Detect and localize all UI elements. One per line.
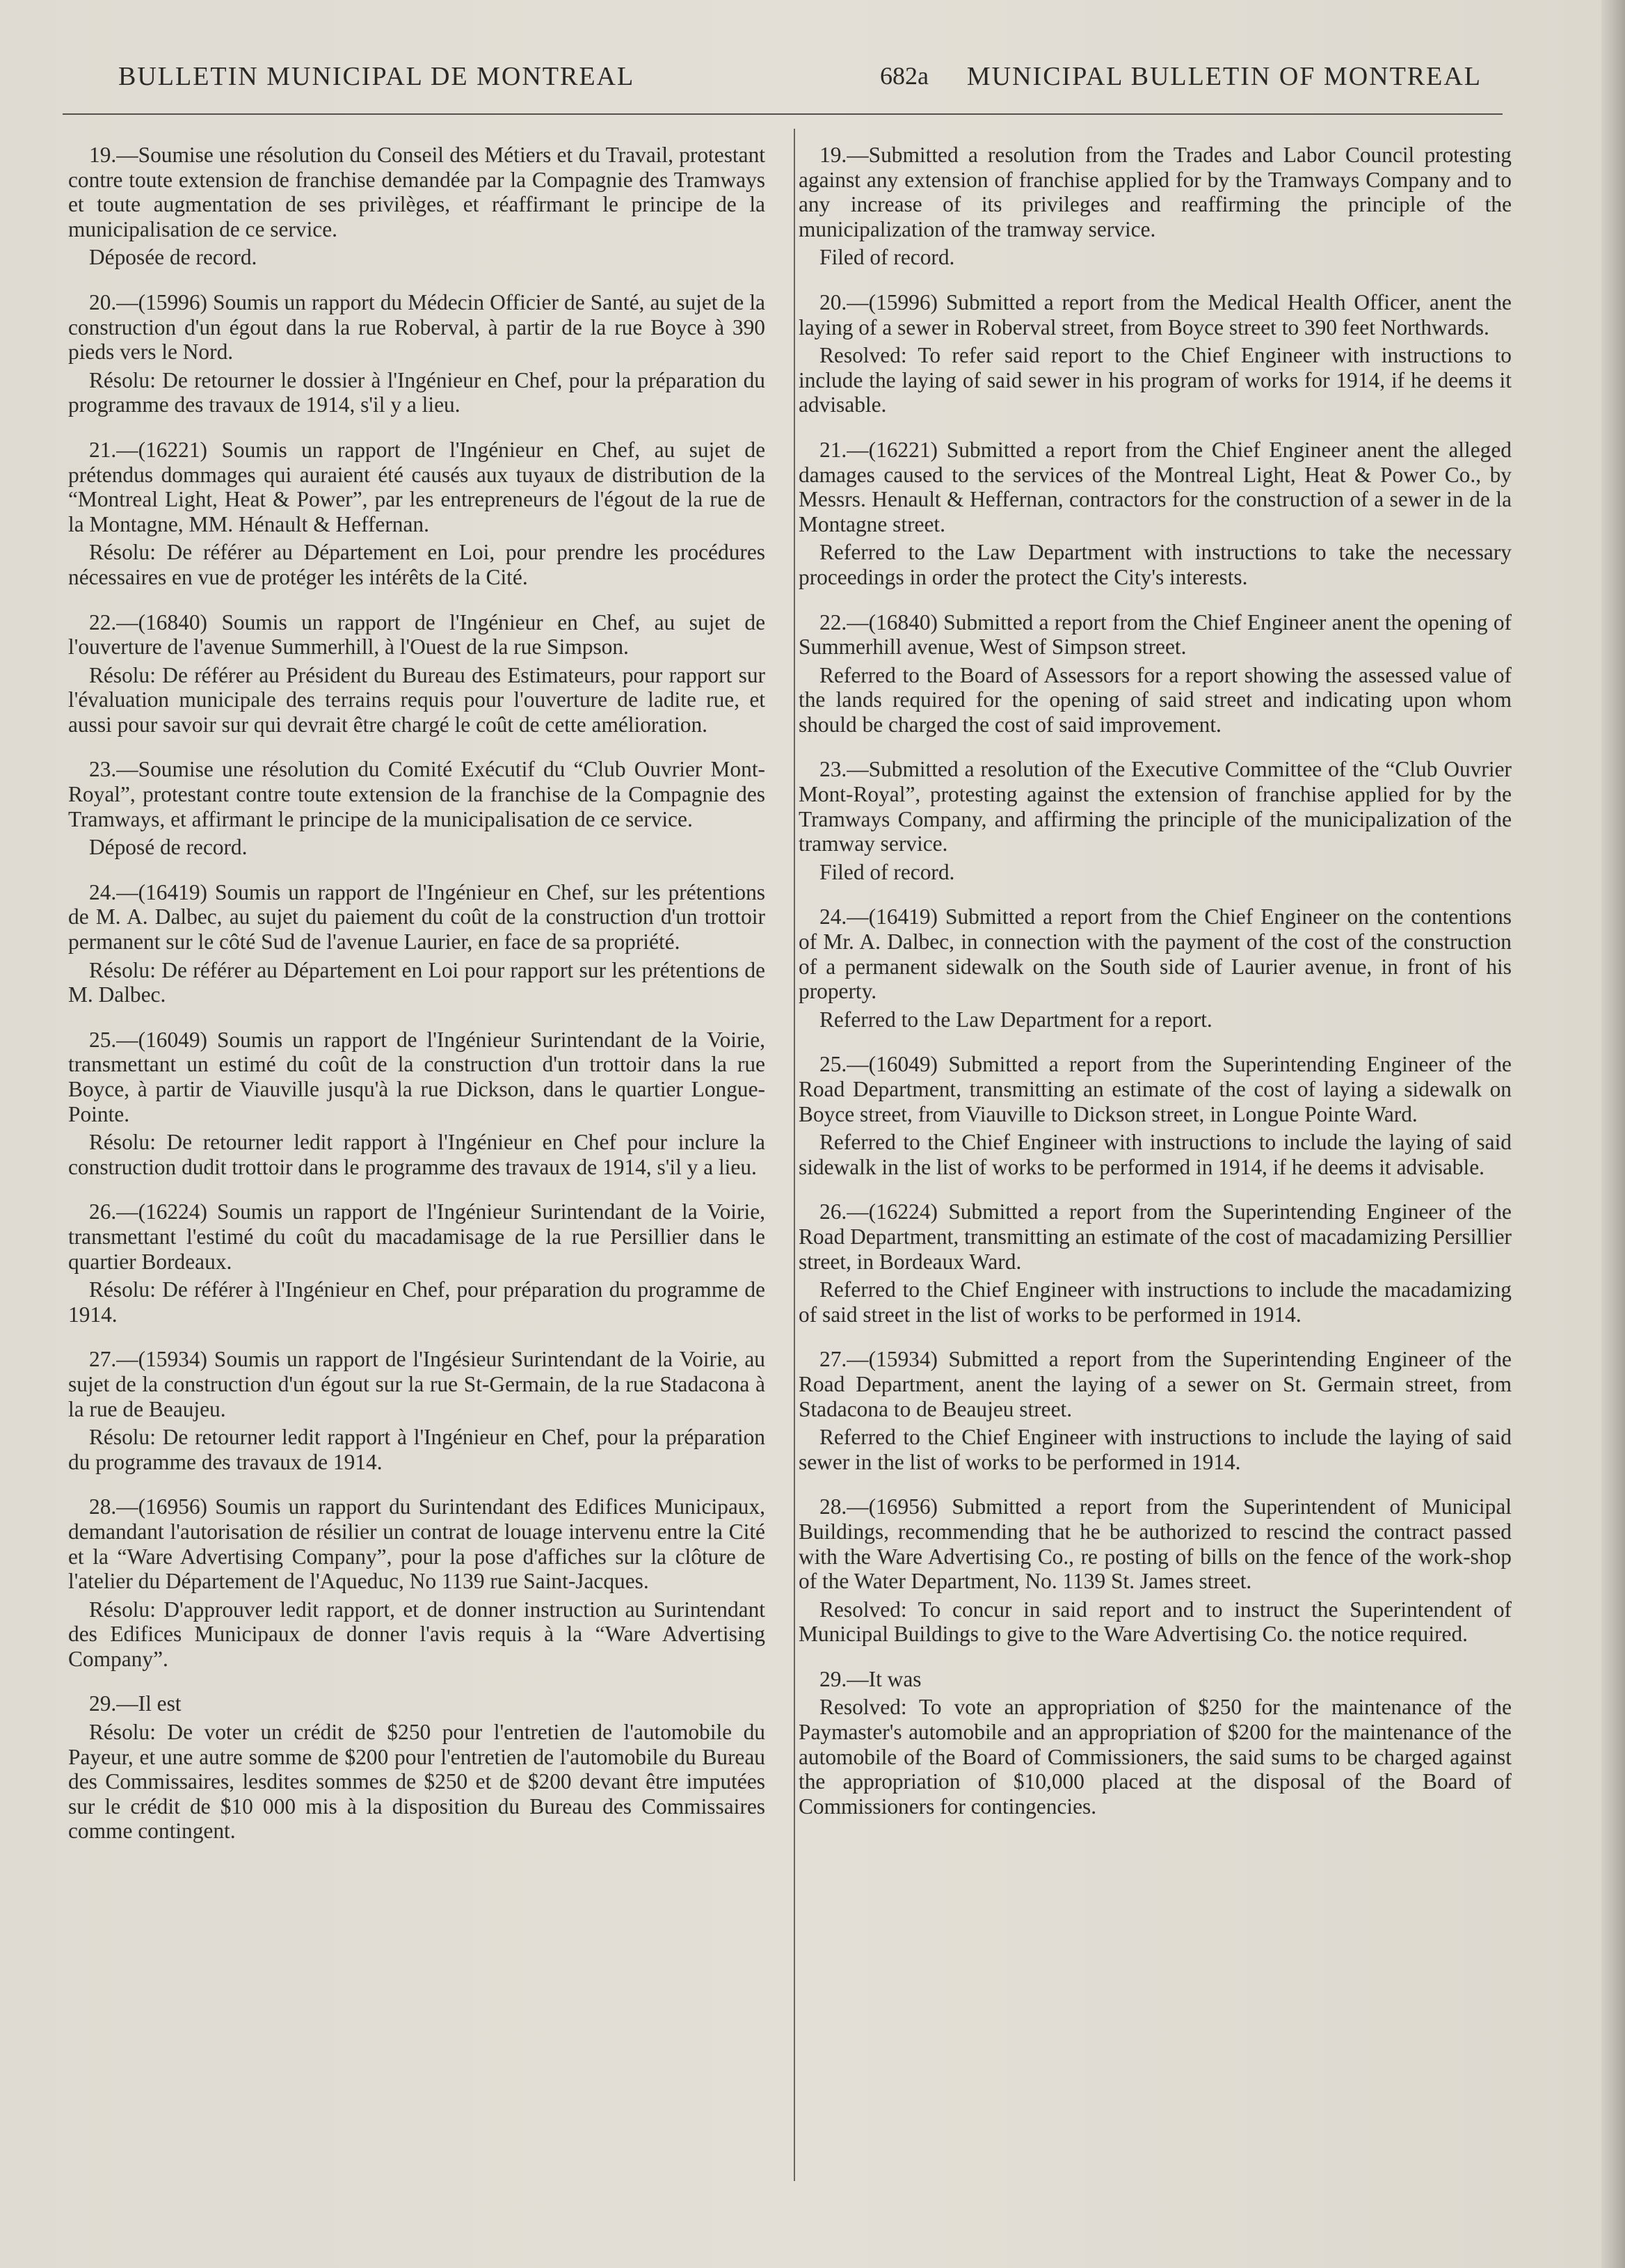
entry-decision: Résolu: De retourner le dossier à l'Ingénieur en Chef, pour la préparation du programme des travaux de 1914, s'il y a lieu.	[68, 367, 765, 417]
entry-decision: Referred to the Law Department with instructions to take the necessary proceedings in order the protect the City's interests.	[799, 540, 1512, 589]
minute-entry-27-en	[799, 1347, 1512, 1474]
entry-decision: Resolved: To vote an appropriation of $250 for the maintenance of the Paymaster's automobile and an appropriation of $200 for the maintenance of the automobile of the Board of Commissioners, the said sums to be charged against the appropriation of $10,000 placed at the disposal of the Board of Commissioners for contingencies.	[799, 1695, 1512, 1819]
entry-decision: Résolu: De retourner ledit rapport à l'Ingénieur en Chef pour inclure la construction dudit trottoir dans le programme des travaux de 1914, s'il y a lieu.	[68, 1130, 765, 1179]
minute-entry-21-fr	[68, 438, 765, 590]
page-number: 682a	[880, 62, 929, 90]
minute-entry-22-en	[799, 610, 1512, 737]
entry-decision: Déposé de record.	[89, 835, 248, 860]
minute-entry-28-en	[799, 1494, 1512, 1647]
entry-decision: Filed of record.	[819, 245, 955, 270]
entry-text: 29.—Il est	[89, 1691, 182, 1716]
minute-entry-23-fr	[68, 757, 765, 859]
minute-entry-29-en	[799, 1667, 1512, 1819]
minute-entry-19-en	[799, 143, 1512, 270]
minute-entry-22-fr	[68, 610, 765, 737]
entry-text: 28.—(16956) Submitted a report from the Superintendent of Municipal Buildings, recommending that he be authorized to rescind the contract passed with the Ware Advertising Co., re posting of bills on the fence of the work-shop of the Water Department, No. 1139 St. James street.	[799, 1494, 1512, 1594]
entry-decision: Résolu: De voter un crédit de $250 pour l'entretien de l'automobile du Payeur, et une autre somme de $200 pour l'entretien de l'automobile du Bureau des Commissaires, lesdites sommes de $250 et de $200 devant être imputées sur le crédit de $10 000 mis à la disposition du Bureau des Commissaires comme contingent.	[68, 1720, 765, 1844]
french-column	[68, 143, 765, 1864]
entry-text: 28.—(16956) Soumis un rapport du Surintendant des Edifices Municipaux, demandant l'autorisation de résilier un contrat de louage intervenu entre la Cité et la “Ware Advertising Company”, pour la pose d'affiches sur la clôture de l'atelier du Département de l'Aqueduc, No 1139 rue Saint-Jacques.	[68, 1494, 765, 1594]
minute-entry-24-en	[799, 904, 1512, 1032]
entry-text: 26.—(16224) Submitted a report from the Superintending Engineer of the Road Department, transmitting an estimate of the cost of macadamizing Persillier street, in Bordeaux Ward.	[799, 1199, 1512, 1274]
entry-text: 20.—(15996) Submitted a report from the Medical Health Officer, anent the laying of a sewer in Roberval street, from Boyce street to 390 feet Northwards.	[799, 289, 1512, 340]
page-header	[118, 61, 1482, 103]
header-title-french: BULLETIN MUNICIPAL DE MONTREAL	[118, 62, 635, 91]
entry-decision: Referred to the Chief Engineer with instructions to include the laying of said sidewalk in the list of works to be performed in 1914, if he deems it advisable.	[799, 1130, 1512, 1179]
entry-decision: Resolved: To refer said report to the Chief Engineer with instructions to include the laying of said sewer in his program of works for 1914, if he deems it advisable.	[799, 343, 1512, 417]
entry-text: 22.—(16840) Soumis un rapport de l'Ingénieur en Chef, au sujet de l'ouverture de l'avenue Summerhill, à l'Ouest de la rue Simpson.	[68, 609, 765, 660]
minute-entry-19-fr	[68, 143, 765, 270]
entry-text: 21.—(16221) Soumis un rapport de l'Ingénieur en Chef, au sujet de prétendus dommages qui auraient été causés aux tuyaux de distribution de la “Montreal Light, Heat & Power”, par les entrepreneurs de l'égout de la rue de la Montagne, MM. Hénault & Heffernan.	[68, 437, 765, 536]
column-divider	[794, 129, 795, 2181]
entry-decision: Déposée de record.	[89, 245, 257, 270]
entry-decision: Referred to the Chief Engineer with instructions to include the laying of said sewer in the list of works to be performed in 1914.	[799, 1425, 1512, 1474]
entry-text: 22.—(16840) Submitted a report from the Chief Engineer anent the opening of Summerhill avenue, West of Simpson street.	[799, 609, 1512, 660]
entry-text: 25.—(16049) Submitted a report from the Superintending Engineer of the Road Department, transmitting an estimate of the cost of laying a sidewalk on Boyce street, from Viauville to Dickson street, in Longue Pointe Ward.	[799, 1052, 1512, 1126]
entry-text: 23.—Soumise une résolution du Comité Exécutif du “Club Ouvrier Mont-Royal”, protestant contre toute extension de la franchise de la Compagnie des Tramways, et affirmant le principe de la municipalisation de ce service.	[68, 757, 765, 831]
entry-decision: Résolu: De référer au Département en Loi, pour prendre les procédures nécessaires en vue de protéger les intérêts de la Cité.	[68, 540, 765, 589]
entry-decision: Filed of record.	[819, 859, 955, 884]
minute-entry-23-en	[799, 757, 1512, 884]
minute-entry-20-fr	[68, 290, 765, 417]
header-rule	[63, 113, 1503, 115]
header-title-english: MUNICIPAL BULLETIN OF MONTREAL	[966, 62, 1482, 91]
minute-entry-24-fr	[68, 880, 765, 1007]
page-binding-edge	[1601, 0, 1625, 2268]
entry-text: 26.—(16224) Soumis un rapport de l'Ingénieur Surintendant de la Voirie, transmettant l'estimé du coût du macadamisage de la rue Persillier dans le quartier Bordeaux.	[68, 1199, 765, 1274]
entry-decision: Résolu: De référer au Département en Loi pour rapport sur les prétentions de M. Dalbec.	[68, 957, 765, 1007]
minute-entry-25-fr	[68, 1028, 765, 1180]
entry-text: 23.—Submitted a resolution of the Executive Committee of the “Club Ouvrier Mont-Royal”, protesting against the extension of franchise applied for by the Tramways Company, and affirming the principle of the municipalization of the tramway service.	[799, 757, 1512, 856]
entry-text: 27.—(15934) Submitted a report from the Superintending Engineer of the Road Department, anent the laying of a sewer on St. Germain street, from Stadacona to de Beaujeu street.	[799, 1347, 1512, 1421]
entry-text: 27.—(15934) Soumis un rapport de l'Ingésieur Surintendant de la Voirie, au sujet de la construction d'un égout sur la rue St-Germain, de la rue Stadacona à la rue de Beaujeu.	[68, 1347, 765, 1421]
entry-decision: Résolu: D'approuver ledit rapport, et de donner instruction au Surintendant des Edifices Municipaux de donner l'avis requis à la “Ware Advertising Company”.	[68, 1597, 765, 1671]
entry-decision: Referred to the Law Department for a report.	[819, 1007, 1212, 1032]
entry-text: 20.—(15996) Soumis un rapport du Médecin Officier de Santé, au sujet de la construction d'un égout dans la rue Roberval, à partir de la rue Boyce à 390 pieds vers le Nord.	[68, 289, 765, 365]
entry-decision: Referred to the Board of Assessors for a report showing the assessed value of the lands required for the opening of said street and indicating upon whom should be charged the cost of said improvement.	[799, 662, 1512, 737]
minute-entry-27-fr	[68, 1347, 765, 1474]
entry-text: 29.—It was	[819, 1666, 922, 1691]
minute-entry-29-fr	[68, 1691, 765, 1844]
minute-entry-26-fr	[68, 1199, 765, 1327]
entry-decision: Résolu: De référer à l'Ingénieur en Chef, pour préparation du programme de 1914.	[68, 1277, 765, 1327]
entry-decision: Referred to the Chief Engineer with instructions to include the macadamizing of said street in the list of works to be performed in 1914.	[799, 1277, 1512, 1327]
entry-text: 24.—(16419) Submitted a report from the Chief Engineer on the contentions of Mr. A. Dalbec, in connection with the payment of the cost of the construction of a permanent sidewalk on the South side of Laurier avenue, in front of his property.	[799, 904, 1512, 1004]
entry-text: 19.—Soumise une résolution du Conseil des Métiers et du Travail, protestant contre toute extension de franchise demandée par la Compagnie des Tramways et toute augmentation de ses privilèges, et réaffirmant le principe de la municipalisation de ce service.	[68, 143, 765, 241]
minute-entry-21-en	[799, 438, 1512, 590]
english-column	[799, 143, 1512, 1839]
entry-text: 19.—Submitted a resolution from the Trades and Labor Council protesting against any extension of franchise applied for by the Tramways Company and to any increase of its privileges and reaffirming the principle of the municipalization of the tramway service.	[799, 143, 1512, 241]
entry-text: 21.—(16221) Submitted a report from the Chief Engineer anent the alleged damages caused to the services of the Montreal Light, Heat & Power Co., by Messrs. Henault & Heffernan, contractors for the construction of a sewer in de la Montagne street.	[799, 437, 1512, 536]
minute-entry-25-en	[799, 1052, 1512, 1179]
minute-entry-28-fr	[68, 1494, 765, 1671]
entry-decision: Resolved: To concur in said report and to instruct the Superintendent of Municipal Buildings to give to the Ware Advertising Co. the notice required.	[799, 1597, 1512, 1647]
entry-text: 24.—(16419) Soumis un rapport de l'Ingénieur en Chef, sur les prétentions de M. A. Dalbec, au sujet du paiement du coût de la construction d'un trottoir permanent sur le côté Sud de l'avenue Laurier, en face de sa propriété.	[68, 879, 765, 955]
minute-entry-26-en	[799, 1199, 1512, 1327]
entry-text: 25.—(16049) Soumis un rapport de l'Ingénieur Surintendant de la Voirie, transmettant un estimé du coût de la construction d'un trottoir dans la rue Boyce, à partir de Viauville jusqu'à la rue Dickson, dans le quartier Longue-Pointe.	[68, 1027, 765, 1126]
entry-decision: Résolu: De référer au Président du Bureau des Estimateurs, pour rapport sur l'évaluation municipale des terrains requis pour l'ouverture de ladite rue, et aussi pour savoir sur qui devrait être chargé le coût de cette amélioration.	[68, 662, 765, 737]
minute-entry-20-en	[799, 290, 1512, 417]
entry-decision: Résolu: De retourner ledit rapport à l'Ingénieur en Chef, pour la préparation du programme des travaux de 1914.	[68, 1425, 765, 1474]
